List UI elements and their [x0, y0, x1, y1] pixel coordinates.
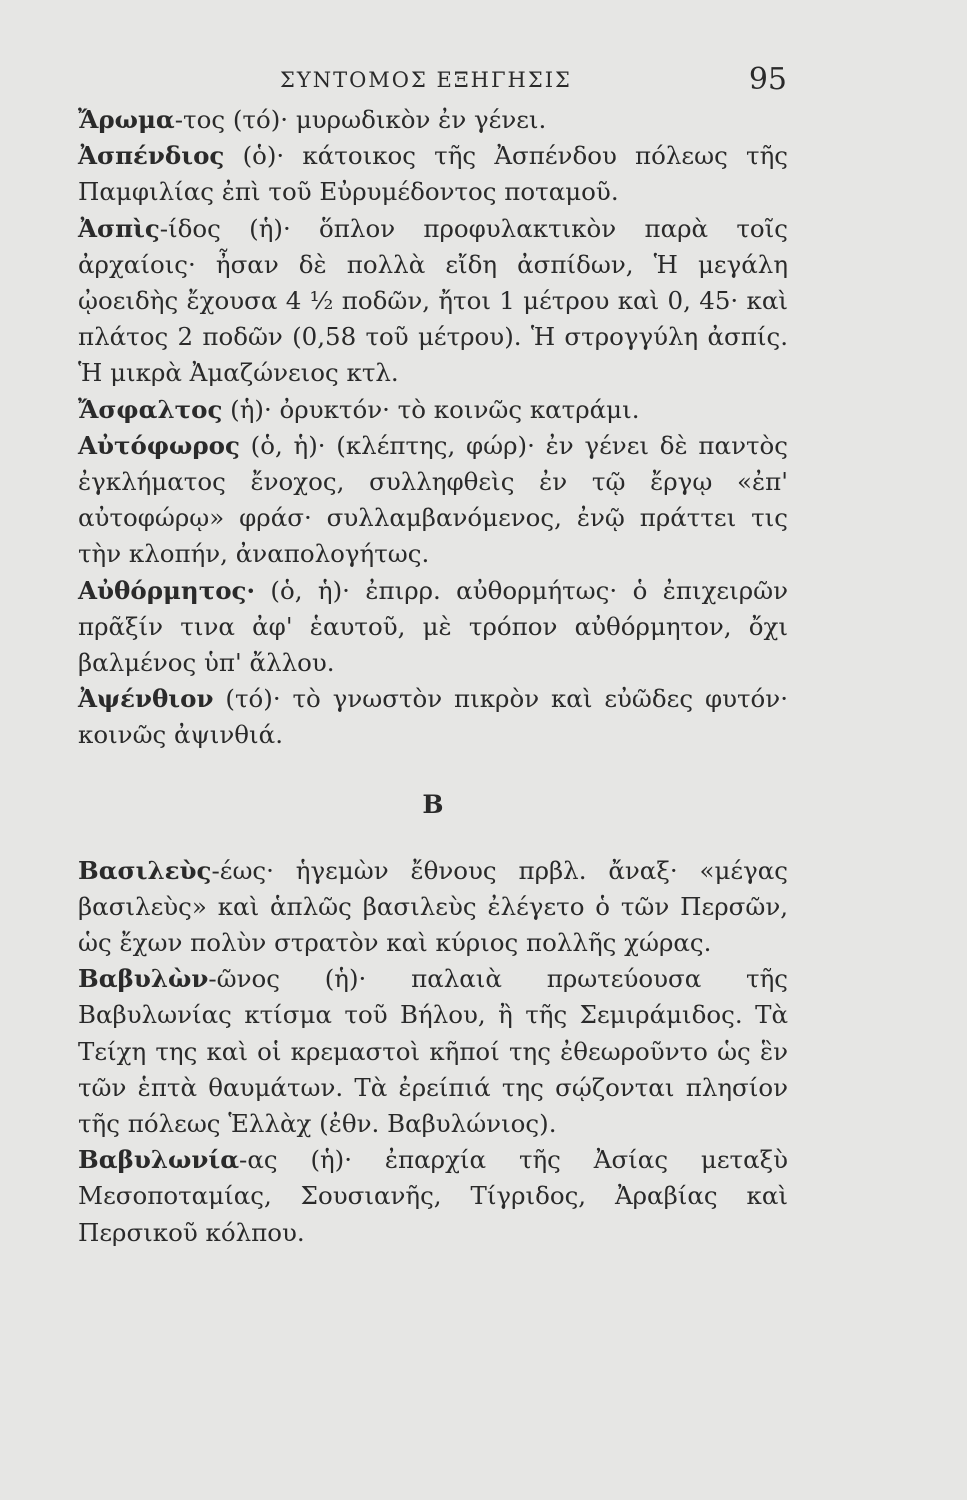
definition: -ίδος (ἡ)· ὅπλον προφυλακτικὸν παρὰ τοῖς ἀρχαίοις· ἦσαν δὲ πολλὰ εἴδη ἀσπίδων, Ἡ μεγάλη ᾠοειδὴς ἔχουσα 4 ½ ποδῶν, ἤτοι 1 μέτρου καὶ 0, 45· καὶ πλάτος 2 ποδῶν (0,58 τοῦ μέτρου). Ἡ στρογγύλη ἀσπίς. Ἡ μικρὰ Ἀμαζώνειος κτλ. [78, 213, 788, 388]
headword: Ἀσπένδιος [78, 141, 225, 171]
headword: Ἀσπὶς [78, 213, 160, 243]
entry-aspis [78, 211, 788, 392]
definition: -ας (ἡ)· ἐπαρχία τῆς Ἀσίας μεταξὺ Μεσοποταμίας, Σουσιανῆς, Τίγριδος, Ἀραβίας καὶ Περσικοῦ κόλπου. [78, 1145, 788, 1247]
headword: Ἀψένθιον [78, 684, 214, 714]
entry-basileus [78, 853, 788, 962]
headword: Ἄσφαλτος [78, 394, 223, 424]
entry-autophoros [78, 428, 788, 573]
entry-aroma [78, 102, 788, 138]
entry-babylonia [78, 1142, 788, 1251]
entry-apsenthion [78, 681, 788, 753]
section-letter: B [422, 789, 444, 819]
definition: -τος (τό)· μυρωδικὸν ἐν γένει. [174, 105, 547, 134]
page-number: 95 [748, 62, 787, 97]
entry-asphaltos [78, 392, 788, 428]
entry-aspendios [78, 138, 788, 210]
definition: -έως· ἡγεμὼν ἔθνους πρβλ. ἄναξ· «μέγας βασιλεὺς» καὶ ἁπλῶς βασιλεὺς ἐλέγετο ὁ τῶν Περσῶν, ὡς ἔχων πολὺν στρατὸν καὶ κύριος πολλῆς χώρας. [78, 855, 788, 958]
headword: Αὐτόφωρος [78, 430, 240, 460]
headword: Βαβυλὼν [78, 964, 209, 994]
definition: (ὁ, ἡ)· ἐπιρρ. αὐθορμήτως· ὁ ἐπιχειρῶν πρᾶξίν τινα ἀφ' ἑαυτοῦ, μὲ τρόπον αὐθόρμητον, ὄχι βαλμένος ὑπ' ἄλλου. [78, 575, 788, 678]
headword: Βασιλεὺς [78, 855, 212, 885]
definition: -ῶνος (ἡ)· παλαιὰ πρωτεύουσα τῆς Βαβυλωνίας κτίσμα τοῦ Βήλου, ἢ τῆς Σεμιράμιδος. Τὰ Τείχη της καὶ οἱ κρεμαστοὶ κῆποί της ἐθεωροῦντο ὡς ἓν τῶν ἑπτὰ θαυμάτων. Τὰ ἐρείπιά της σῴζονται πλησίον τῆς πόλεως Ἑλλὰχ (ἐθν. Βαβυλώνιος). [78, 964, 788, 1139]
definition: (τό)· τὸ γνωστὸν πικρὸν καὶ εὐῶδες φυτόν· κοινῶς ἀψινθιά. [78, 684, 788, 750]
running-title: ΣΥΝΤΟΜΟΣ ΕΞΗΓΗΣΙΣ [280, 68, 572, 92]
headword: Ἄρωμα [78, 105, 175, 134]
entry-babylon [78, 961, 788, 1142]
headword: Αὐθόρμητος· [78, 575, 256, 605]
dictionary-text [78, 102, 788, 1251]
definition: (ὁ, ἡ)· (κλέπτης, φώρ)· ἐν γένει δὲ παντὸς ἐγκλήματος ἔνοχος, συλληφθεὶς ἐν τῷ ἔργῳ «ἐπ' αὐτοφώρῳ» φράσ· συλλαμβανόμενος, ἐνῷ πράττει τις τὴν κλοπήν, ἀναπολογήτως. [78, 430, 788, 569]
headword: Βαβυλωνία [78, 1145, 240, 1175]
entry-authormitos [78, 573, 788, 682]
definition: (ἡ)· ὀρυκτόν· τὸ κοινῶς κατράμι. [222, 394, 640, 424]
definition: (ὁ)· κάτοικος τῆς Ἀσπένδου πόλεως τῆς Παμφιλίας ἐπὶ τοῦ Εὐρυμέδοντος ποταμοῦ. [78, 141, 788, 207]
